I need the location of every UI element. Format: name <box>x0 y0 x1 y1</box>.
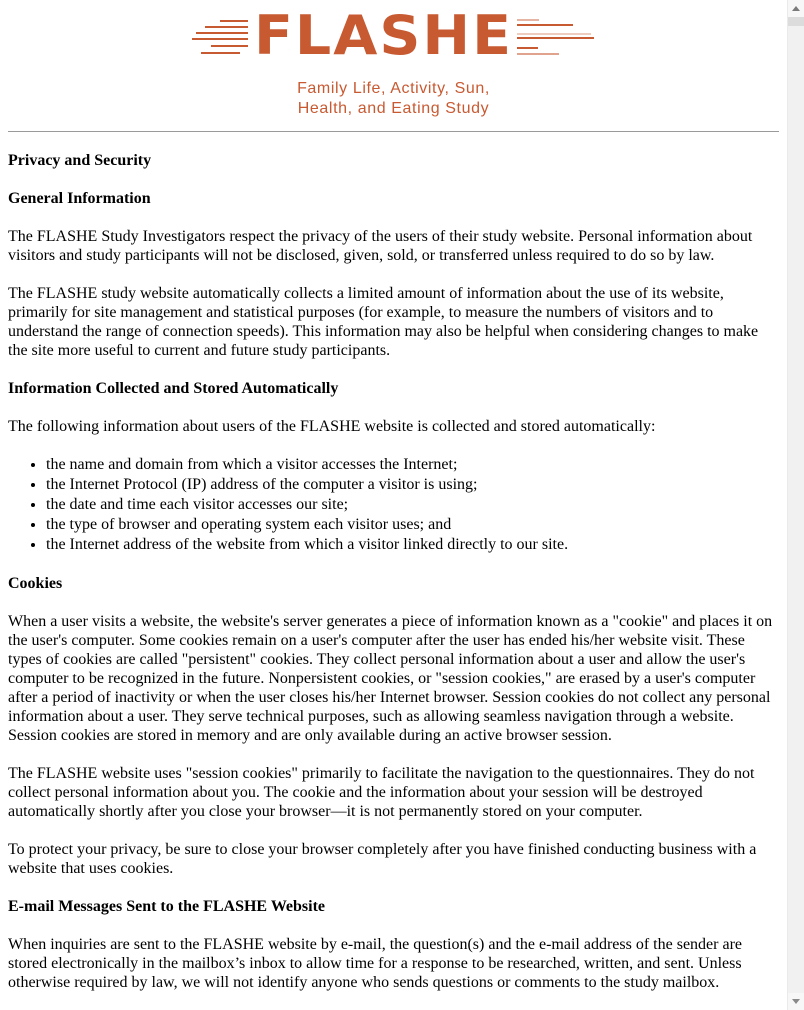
list-item-browser-os: • the type of browser and operating system each visitor uses; and <box>46 515 779 535</box>
paragraph-cookies-1: When a user visits a website, the website's server generates a piece of information known as a "cookie" and places it on the user's computer. Some cookies remain on a user's computer after the user has ended his/her website visit. These types of cookies are called "persistent" cookies. They collect personal information about a user and allow the user's computer to be recognized in the future. Nonpersistent cookies, or "session cookies," are erased by a user's computer after a period of inactivity or when the user closes his/her Internet browser. Session cookies do not collect any personal information about a user. They serve technical purposes, such as allowing seamless navigation through a website. Session cookies are stored in memory and are only available during an active browser session. <box>8 613 773 744</box>
list-item-date-time: • the date and time each visitor accesses our site; <box>46 495 779 515</box>
paragraph-general-1: The FLASHE Study Investigators respect the privacy of the users of their study website. Personal information about visitors and study participants will not be disclosed, given, sold, or transferred unless required to do so by law. <box>8 228 753 264</box>
page-title: Privacy and Security <box>8 152 152 169</box>
collected-info-list <box>8 455 779 555</box>
paragraph-general-2: The FLASHE study website automatically collects a limited amount of information about the use of its website, primarily for site management and statistical purposes (for example, to measure the numbers of visitors and to understand the range of connection speeds). This information may also be helpful when considering changes to make the site more useful to current and future study participants. <box>8 285 759 359</box>
paragraph-email-1: When inquiries are sent to the FLASHE website by e-mail, the question(s) and the e-mail address of the sender are stored electronically in the mailbox’s inbox to allow time for a response to be researched, written, and sent. Unless otherwise required by law, we will not identify anyone who sends questions or comments to the study mailbox. <box>8 936 742 991</box>
vertical-scrollbar[interactable] <box>787 0 804 1010</box>
arrow-up-icon <box>792 6 800 11</box>
section-heading-cookies: Cookies <box>8 575 63 592</box>
tagline-line-2: Health, and Eating Study <box>297 100 490 117</box>
section-heading-information-collected: Information Collected and Stored Automatically <box>8 380 339 397</box>
speed-lines-left-icon <box>192 10 250 62</box>
section-heading-email-messages: E-mail Messages Sent to the FLASHE Website <box>8 898 326 915</box>
flashe-logo <box>192 4 595 68</box>
paragraph-cookies-2: The FLASHE website uses "session cookies" primarily to facilitate the navigation to the questionnaires. They do not collect personal information about you. The cookie and the information about your session will be destroyed automatically shortly after you close your browser—it is not permanently stored on your computer. <box>8 765 755 820</box>
paragraph-collected-intro: The following information about users of the FLASHE website is collected and stored automatically: <box>8 418 656 435</box>
site-header <box>8 0 779 119</box>
tagline-line-1: Family Life, Activity, Sun, <box>297 80 490 97</box>
site-tagline <box>8 79 779 119</box>
main-content <box>8 151 779 992</box>
scroll-down-button[interactable] <box>788 993 804 1010</box>
scroll-up-button[interactable] <box>788 0 804 17</box>
paragraph-cookies-3: To protect your privacy, be sure to close your browser completely after you have finished conducting business with a website that uses cookies. <box>8 841 757 877</box>
section-heading-general-information: General Information <box>8 190 151 207</box>
speed-lines-right-icon <box>517 10 595 62</box>
list-item-ip-address: • the Internet Protocol (IP) address of the computer a visitor is using; <box>46 475 779 495</box>
arrow-down-icon <box>792 999 800 1004</box>
header-divider <box>8 131 779 132</box>
scrollbar-thumb[interactable] <box>788 17 804 26</box>
list-item-referrer-address: • the Internet address of the website from which a visitor linked directly to our site. <box>46 535 779 555</box>
list-item-name-domain: • the name and domain from which a visitor accesses the Internet; <box>46 455 779 475</box>
logo-text: FLASHE <box>253 4 514 68</box>
